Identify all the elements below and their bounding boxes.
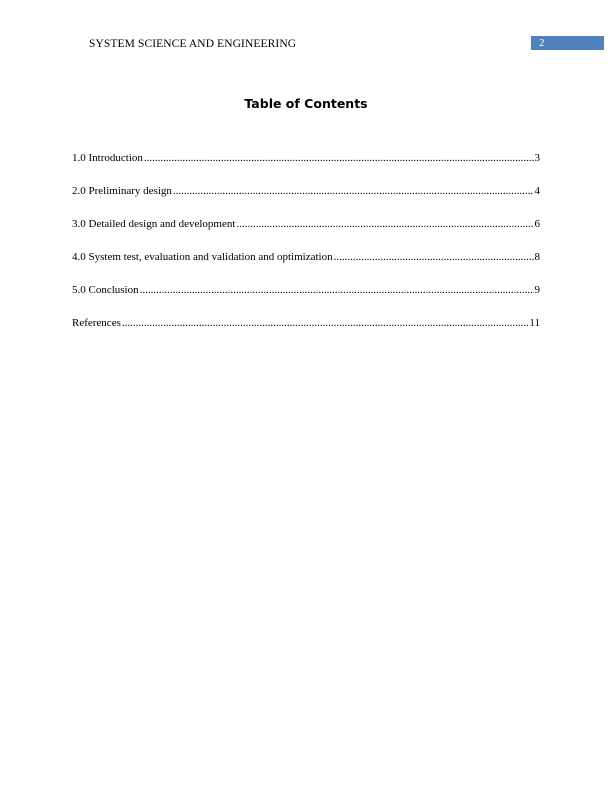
- dot-leader: [122, 317, 529, 329]
- toc-entry-page: 3: [534, 152, 540, 164]
- toc-entry-label: 5.0 Conclusion: [72, 284, 139, 296]
- toc-entry-page: 8: [534, 251, 540, 263]
- toc-title: Table of Contents: [244, 96, 368, 111]
- toc-entry-label: 1.0 Introduction: [72, 152, 143, 164]
- toc-entry-detailed-design[interactable]: [72, 218, 540, 251]
- toc-entry-page: 9: [534, 284, 540, 296]
- toc-entry-label: 4.0 System test, evaluation and validation and optimization: [72, 251, 333, 263]
- toc-entry-introduction[interactable]: [72, 152, 540, 185]
- dot-leader: [236, 218, 533, 230]
- toc-entry-label: References: [72, 317, 121, 329]
- toc-list: [72, 152, 540, 350]
- page-number: 2: [539, 37, 545, 49]
- dot-leader: [144, 152, 534, 164]
- dot-leader: [140, 284, 534, 296]
- page-number-badge: [531, 36, 604, 50]
- toc-entry-page: 6: [534, 218, 540, 230]
- toc-entry-conclusion[interactable]: [72, 284, 540, 317]
- running-header: SYSTEM SCIENCE AND ENGINEERING: [89, 38, 297, 50]
- dot-leader: [173, 185, 534, 197]
- toc-entry-system-test[interactable]: [72, 251, 540, 284]
- toc-entry-page: 4: [534, 185, 540, 197]
- toc-entry-page: 11: [529, 317, 540, 329]
- toc-entry-label: 2.0 Preliminary design: [72, 185, 172, 197]
- toc-entry-preliminary-design[interactable]: [72, 185, 540, 218]
- toc-entry-references[interactable]: [72, 317, 540, 350]
- dot-leader: [334, 251, 534, 263]
- toc-entry-label: 3.0 Detailed design and development: [72, 218, 236, 230]
